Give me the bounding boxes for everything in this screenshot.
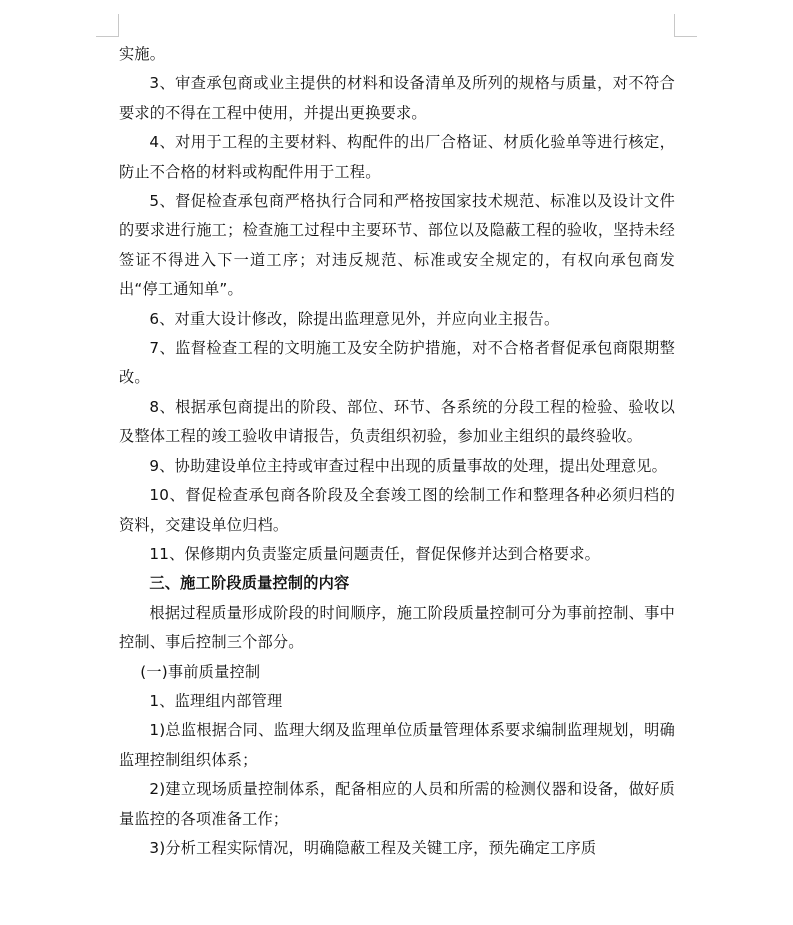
paragraph: 3)分析工程实际情况，明确隐蔽工程及关键工序，预先确定工序质 [149, 838, 597, 857]
paragraph: 8、根据承包商提出的阶段、部位、环节、各系统的分段工程的检验、验收以及整体工程的竣工验收申请报告，负责组织初验，参加业主组织的最终验收。 [119, 397, 675, 446]
page-corner-mark-left [96, 14, 119, 37]
paragraph: 1、监理组内部管理 [149, 691, 283, 710]
paragraph: 10、督促检查承包商各阶段及全套竣工图的绘制工作和整理各种必须归档的资料，交建设单位归档。 [119, 486, 675, 534]
paragraph: 9、协助建设单位主持或审查过程中出现的质量事故的处理，提出处理意见。 [149, 456, 668, 475]
paragraph: 3、审查承包商或业主提供的材料和设备清单及所列的规格与质量，对不符合要求的不得在工程中使用，并提出更换要求。 [119, 74, 675, 122]
paragraph: 根据过程质量形成阶段的时间顺序，施工阶段质量控制可分为事前控制、事中控制、事后控制三个部分。 [119, 603, 675, 652]
section-heading: 三、施工阶段质量控制的内容 [149, 574, 350, 593]
paragraph: 2)建立现场质量控制体系，配备相应的人员和所需的检测仪器和设备，做好质量监控的各项准备工作； [119, 780, 675, 828]
paragraph: 1)总监根据合同、监理大纲及监理单位质量管理体系要求编制监理规划，明确监理控制组织体系； [119, 721, 675, 769]
paragraph: 5、督促检查承包商严格执行合同和严格按国家技术规范、标准以及设计文件的要求进行施工；检查施工过程中主要环节、部位以及隐蔽工程的验收，坚持未经签证不得进入下一道工序；对违反规范、标准或安全规定的，有权向承包商发出“停工通知单”。 [119, 192, 675, 299]
subsection-heading: (一)事前质量控制 [140, 662, 261, 681]
paragraph: 6、对重大设计修改，除提出监理意见外，并应向业主报告。 [149, 309, 560, 328]
page-corner-mark-right [674, 14, 697, 37]
paragraph: 4、对用于工程的主要材料、构配件的出厂合格证、材质化验单等进行核定，防止不合格的材料或构配件用于工程。 [119, 133, 675, 181]
paragraph: 7、监督检查工程的文明施工及安全防护措施，对不合格者督促承包商限期整改。 [119, 339, 675, 387]
paragraph: 11、保修期内负责鉴定质量问题责任，督促保修并达到合格要求。 [149, 544, 600, 563]
paragraph: 实施。 [119, 45, 166, 63]
document-body [119, 40, 675, 863]
